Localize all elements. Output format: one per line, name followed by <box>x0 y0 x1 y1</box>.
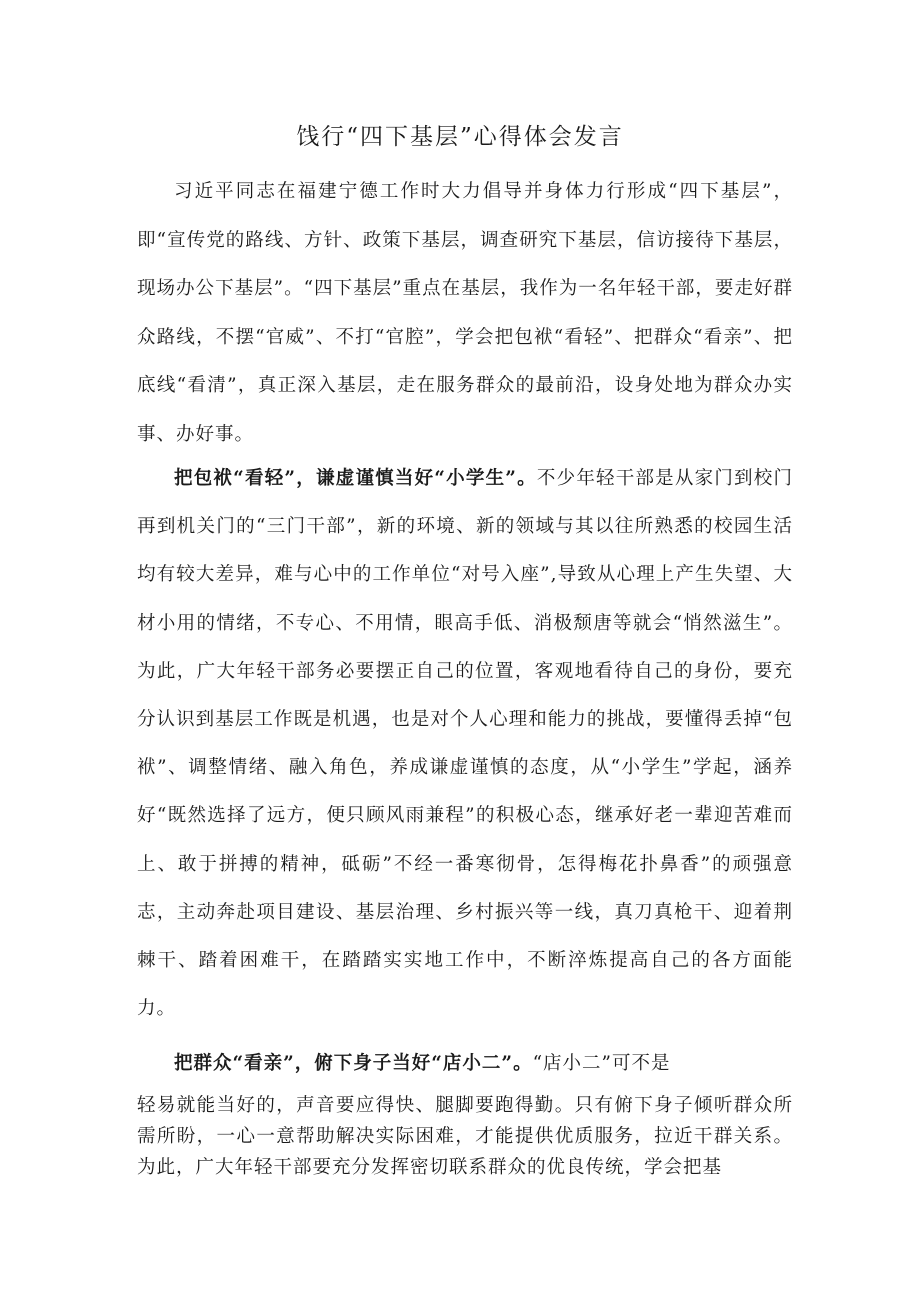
paragraph-1 <box>137 168 793 460</box>
paragraph-3-text: “店小二”可不是 <box>532 1053 671 1074</box>
paragraph-4-text: 轻易就能当好的，声音要应得快、腿脚要跑得勤。只有俯下身子倾听群众所需所盼，一心一意帮助解决实际困难，才能提供优质服务，拉近干群关系。为此，广大年轻干部要充分发挥密切联系群众的优良传统，学会把基 <box>137 1095 793 1178</box>
paragraph-2-text: 不少年轻干部是从家门到校门再到机关门的“三门干部”，新的环境、新的领域与其以往所熟悉的校园生活均有较大差异，难与心中的工作单位“对号入座”,导致从心理上产生失望、大材小用的情绪，不专心、不用情，眼高手低、消极颓唐等就会“悄然滋生”。为此，广大年轻干部务必要摆正自己的位置，客观地看待自己的身份，要充分认识到基层工作既是机遇，也是对个人心理和能力的挑战，要懂得丢掉“包袱”、调整情绪、融入角色，养成谦虚谨慎的态度，从“小学生”学起，涵养好“既然选择了远方，便只顾风雨兼程”的积极心态，继承好老一辈迎苦难而上、敢于拼搏的精神，砥砺”不经一番寒彻骨，怎得梅花扑鼻香”的顽强意志，主动奔赴项目建设、基层治理、乡村振兴等一线，真刀真枪干、迎着荆棘干、踏着困难干，在踏踏实实地工作中，不断淬炼提高自己的各方面能力。 <box>137 468 793 1020</box>
document-title: 饯行“四下基层”心得体会发言 <box>296 124 624 150</box>
paragraph-2 <box>137 455 793 1033</box>
paragraph-4 <box>137 1090 793 1183</box>
paragraph-3 <box>137 1040 793 1088</box>
paragraph-2-lead: 把包袱“看轻”，谦虚谨慎当好“小学生”。 <box>174 468 537 489</box>
paragraph-3-lead: 把群众“看亲”，俯下身子当好“店小二”。 <box>174 1053 533 1074</box>
paragraph-1-text: 习近平同志在福建宁德工作时大力倡导并身体力行形成“四下基层”，即“宣传党的路线、方针、政策下基层，调查研究下基层，信访接待下基层，现场办公下基层”。“四下基层”重点在基层，我作为一名年轻干部，要走好群众路线，不摆“官威”、不打“官腔”，学会把包袱“看轻”、把群众“看亲”、把底线“看清”，真正深入基层，走在服务群众的最前沿，设身处地为群众办实事、办好事。 <box>137 181 793 445</box>
